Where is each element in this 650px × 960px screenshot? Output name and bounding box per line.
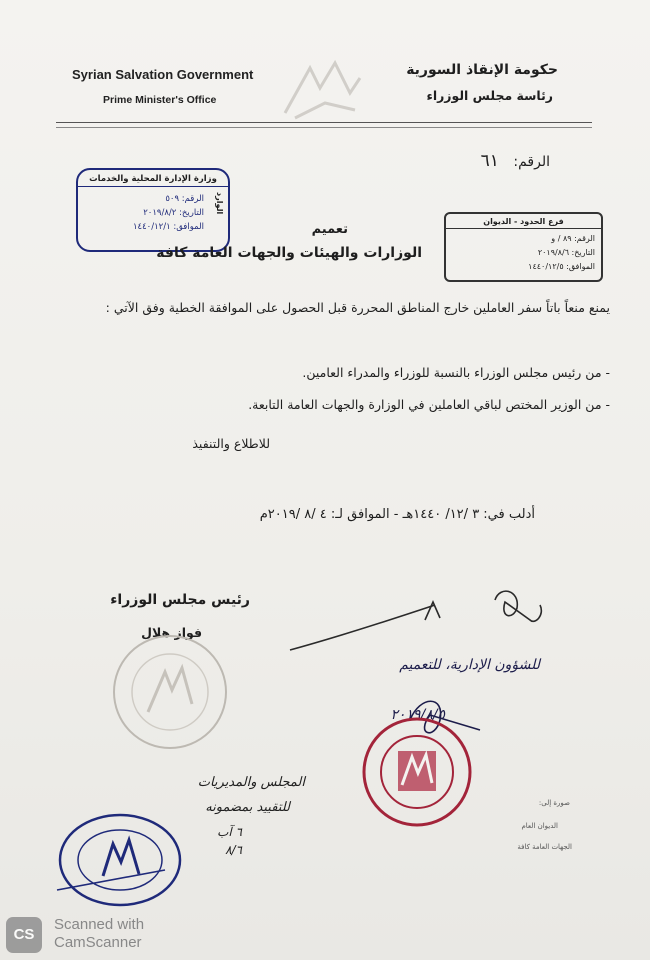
handwritten-lower-note-4: ٨/٦ — [225, 843, 242, 857]
border-stamp-number: الرقم: ٨٩ / و — [551, 234, 595, 243]
list-item-text: من رئيس مجلس الوزراء بالنسبة للوزراء والمدراء العامين. — [302, 365, 602, 380]
handwritten-lower-note-2: للتقييد بمضمونه — [205, 800, 290, 815]
list-item: - من رئيس مجلس الوزراء بالنسبة للوزراء والمدراء العامين. — [302, 365, 610, 380]
border-stamp-hijri: الموافق: ١٤٤٠/١٢/٥ — [528, 262, 595, 271]
official-red-seal-icon — [360, 715, 475, 830]
incoming-stamp-side: الوارد — [215, 192, 224, 215]
subject-heading: تعميم — [311, 222, 348, 237]
incoming-stamp-number: الرقم: ٥٠٩ — [165, 194, 204, 204]
signature-icon — [285, 580, 555, 660]
header-divider-thin — [56, 127, 592, 128]
addressee-line: الوزارات والهيئات والجهات العامة كافة — [156, 245, 422, 261]
government-name-ar: حكومة الإنقاذ السورية — [406, 62, 558, 78]
list-item-text: من الوزير المختص لباقي العاملين في الوزارة والجهات العامة التابعة. — [248, 397, 602, 412]
reference-number — [481, 151, 550, 171]
header-logo-watermark — [265, 48, 375, 128]
incoming-stamp-date: التاريخ: ٢٠١٩/٨/٢ — [143, 208, 204, 218]
watermark-line-1: Scanned with — [54, 916, 145, 933]
border-branch-stamp — [444, 212, 603, 282]
incoming-stamp — [76, 168, 230, 252]
closing-line: للاطلاع والتنفيذ — [192, 436, 270, 451]
border-stamp-header: فرع الحدود - الديوان — [446, 217, 601, 229]
distribution-item: الديوان العام — [521, 822, 558, 830]
incoming-stamp-header: وزارة الإدارة المحلية والخدمات — [78, 174, 228, 187]
border-stamp-date: التاريخ: ٢٠١٩/٨/٦ — [537, 248, 595, 257]
body-paragraph: يمنع منعاً باتاً سفر العاملين خارج المناطق المحررة قبل الحصول على الموافقة الخطية وفق الآتي : — [105, 300, 610, 315]
handwritten-lower-note-3: ٦ آب — [217, 825, 242, 839]
camscanner-logo-icon: CS — [6, 917, 42, 953]
blue-border-seal-icon — [55, 810, 185, 910]
government-name-en: Syrian Salvation Government — [72, 67, 254, 82]
faded-seal-icon — [110, 632, 230, 752]
reference-value: ٦١ — [480, 151, 499, 171]
handwritten-lower-note-1: المجلس والمديريات — [197, 775, 305, 790]
office-name-en: Prime Minister's Office — [103, 94, 217, 106]
header-divider — [56, 122, 592, 123]
distribution-item: الجهات العامة كافة — [517, 843, 572, 851]
signatory-name: فواز هلال — [141, 625, 202, 640]
distribution-item: صورة إلى: — [538, 799, 570, 807]
signatory-title: رئيس مجلس الوزراء — [110, 592, 250, 608]
list-item: - من الوزير المختص لباقي العاملين في الوزارة والجهات العامة التابعة. — [248, 397, 610, 412]
issue-date: أدلب في: ٣ /١٢/ ١٤٤٠هـ - الموافق لـ: ٤ /٨ /٢٠١٩م — [259, 507, 535, 522]
reference-label: الرقم: — [513, 154, 550, 170]
handwritten-margin-date: ٢٠١٩/٨/٥ — [390, 707, 445, 723]
handwritten-margin-note: للشؤون الإدارية، للتعميم — [399, 657, 540, 673]
office-name-ar: رئاسة مجلس الوزراء — [426, 88, 553, 103]
watermark-line-2: CamScanner — [54, 934, 142, 951]
incoming-stamp-hijri: الموافق: ١٤٤٠/١٢/١ — [132, 222, 204, 232]
